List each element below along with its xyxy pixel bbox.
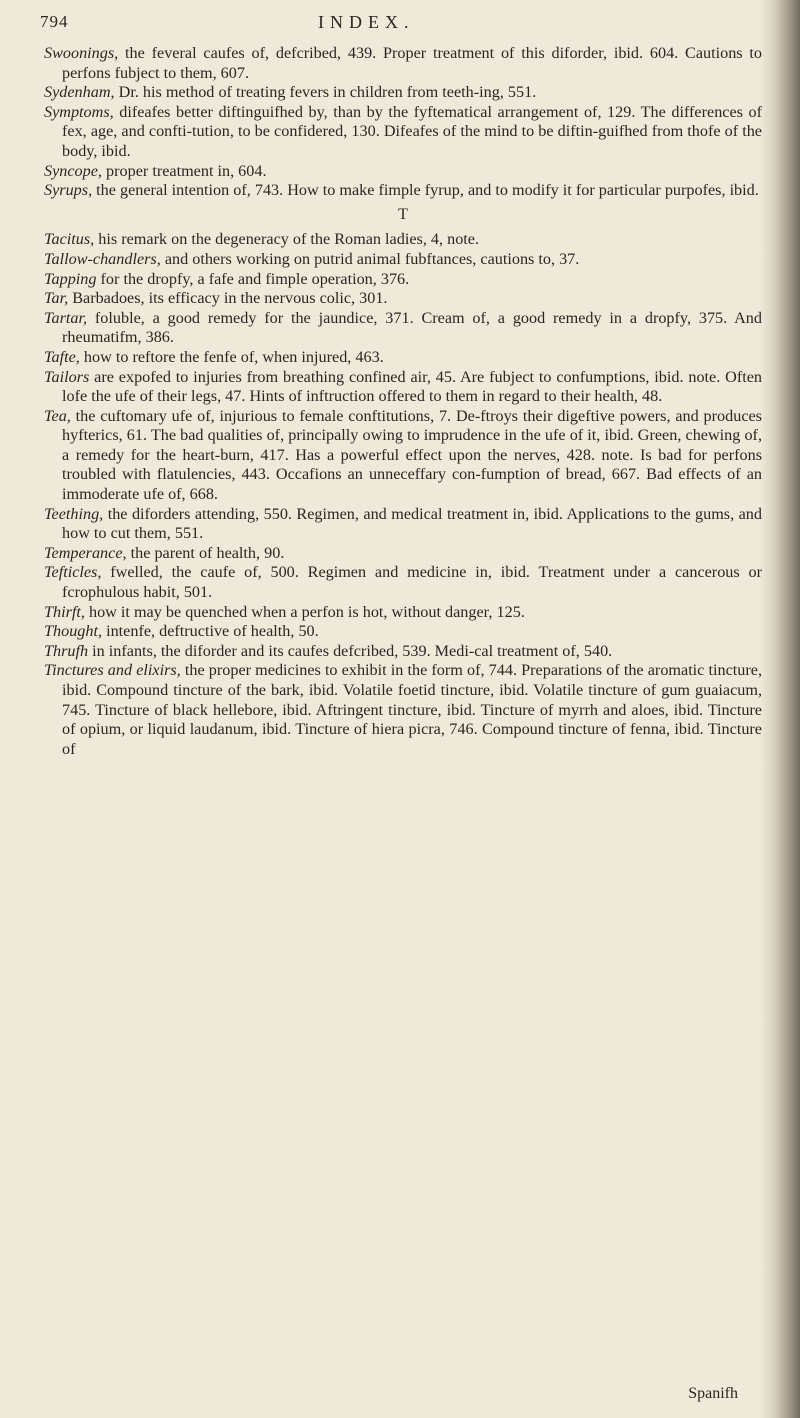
- entry-headword: Tea,: [44, 406, 71, 425]
- index-entry: [44, 289, 762, 309]
- entry-headword: Tartar,: [44, 308, 88, 327]
- entry-headword: Temperance,: [44, 543, 127, 562]
- index-entry: [44, 661, 762, 759]
- entry-headword: Tallow-chandlers,: [44, 249, 161, 268]
- entry-text: the feveral caufes of, defcribed, 439. Proper treatment of this diforder, ibid. 604. Cautions to perfons fubject to them, 607.: [62, 44, 762, 82]
- entry-headword: Sydenham,: [44, 83, 115, 102]
- page-gutter-shadow: [760, 0, 800, 1418]
- entry-text: Dr. his method of treating fevers in children from teeth-ing, 551.: [114, 83, 537, 102]
- entry-text: the proper medicines to exhibit in the form of, 744. Preparations of the aromatic tincture, ibid. Compound tincture of the bark, ibid. Volatile foetid tincture, ibid. Volatile tincture of gum guaiacum, 745. Tincture of black hellebore, ibid. Aftringent tincture, ibid. Tincture of myrrh and aloes, ibid. Tincture of opium, or liquid laudanum, ibid. Tincture of hiera picra, 746. Compound tincture of fenna, ibid. Tincture of: [62, 661, 762, 758]
- index-entry: [44, 544, 762, 564]
- index-entry: [44, 181, 762, 201]
- entry-headword: Symptoms,: [44, 102, 114, 121]
- entry-text: how it may be quenched when a perfon is hot, without danger, 125.: [84, 602, 525, 621]
- index-entry: [44, 83, 762, 103]
- index-entry: [44, 407, 762, 505]
- entry-headword: Tacitus,: [44, 230, 95, 249]
- index-entry: [44, 563, 762, 602]
- entry-headword: Tefticles,: [44, 563, 102, 582]
- entry-headword: Teething,: [44, 504, 104, 523]
- entry-text: proper treatment in, 604.: [101, 161, 267, 180]
- page-header: [40, 12, 740, 36]
- entry-headword: Tar,: [44, 289, 69, 308]
- entry-headword: Tapping: [44, 269, 97, 288]
- index-entry: [44, 309, 762, 348]
- entry-headword: Tailors: [44, 367, 90, 386]
- page-number: 794: [40, 12, 69, 31]
- entry-text: intenfe, deftructive of health, 50.: [102, 622, 319, 641]
- index-entry: [44, 642, 762, 662]
- entry-headword: Tinctures and elixirs,: [44, 661, 181, 680]
- entry-headword: Tafte,: [44, 347, 80, 366]
- index-entry: [44, 603, 762, 623]
- index-entry: [44, 230, 762, 250]
- index-entry: [44, 622, 762, 642]
- index-entry: [44, 368, 762, 407]
- entry-text: his remark on the degeneracy of the Roman ladies, 4, note.: [94, 230, 480, 249]
- index-body: [44, 44, 762, 759]
- entry-headword: Swoonings,: [44, 44, 119, 62]
- entry-text: the parent of health, 90.: [126, 543, 285, 562]
- catchword: Spanifh: [688, 1385, 738, 1402]
- entry-text: how to reftore the fenfe of, when injured, 463.: [79, 347, 384, 366]
- running-head: INDEX.: [318, 12, 415, 32]
- entry-text: are expofed to injuries from breathing confined air, 45. Are fubject to confumptions, ibid. note. Often lofe the ufe of their legs, 47. Hints of inftruction offered to them in regard to their health, 48.: [62, 367, 762, 406]
- entry-headword: Syrups,: [44, 181, 93, 200]
- index-entry: [44, 250, 762, 270]
- entry-headword: Syncope,: [44, 161, 102, 180]
- entry-headword: Thirft,: [44, 602, 85, 621]
- index-entry: [44, 270, 762, 290]
- index-entry: [44, 103, 762, 162]
- entry-text: the cuftomary ufe of, injurious to female conftitutions, 7. De-ftroys their digeftive powers, and produces hyfterics, 61. The bad qualities of, principally owing to imprudence in the ufe of it, ibid. Green, chewing of, a remedy for the heart-burn, 417. Has a powerful effect upon the nerves, 428. note. Is bad for perfons troubled with flatulencies, 443. Occafions an unneceffary con-fumption of bread, 667. Bad effects of an immoderate ufe of, 668.: [62, 406, 762, 504]
- entry-text: Barbadoes, its efficacy in the nervous colic, 301.: [68, 289, 388, 308]
- index-entry: [44, 162, 762, 182]
- entry-headword: Thought,: [44, 622, 103, 641]
- index-entry: [44, 44, 762, 83]
- entry-text: the general intention of, 743. How to make fimple fyrup, and to modify it for particular purpofes, ibid.: [92, 181, 759, 200]
- entry-text: for the dropfy, a fafe and fimple operation, 376.: [96, 269, 410, 288]
- entry-text: difeafes better diftinguifhed by, than by the fyftematical arrangement of, 129. The differences of fex, age, and confti-tution, to be confidered, 130. Difeafes of the mind to be diftin-guifhed from thofe of the body, ibid.: [62, 102, 762, 160]
- entry-text: fwelled, the caufe of, 500. Regimen and medicine in, ibid. Treatment under a cancerous or fcrophulous habit, 501.: [62, 563, 762, 602]
- entry-text: in infants, the diforder and its caufes defcribed, 539. Medi-cal treatment of, 540.: [88, 641, 613, 660]
- entry-text: foluble, a good remedy for the jaundice, 371. Cream of, a good remedy in a dropfy, 375. And rheumatifm, 386.: [62, 308, 762, 347]
- entry-headword: Thrufh: [44, 641, 89, 660]
- index-entry: [44, 348, 762, 368]
- entry-text: the diforders attending, 550. Regimen, and medical treatment in, ibid. Applications to the gums, and how to cut them, 551.: [62, 504, 762, 543]
- index-entry: [44, 505, 762, 544]
- entry-text: and others working on putrid animal fubftances, cautions to, 37.: [160, 249, 580, 268]
- section-letter: T: [398, 205, 408, 223]
